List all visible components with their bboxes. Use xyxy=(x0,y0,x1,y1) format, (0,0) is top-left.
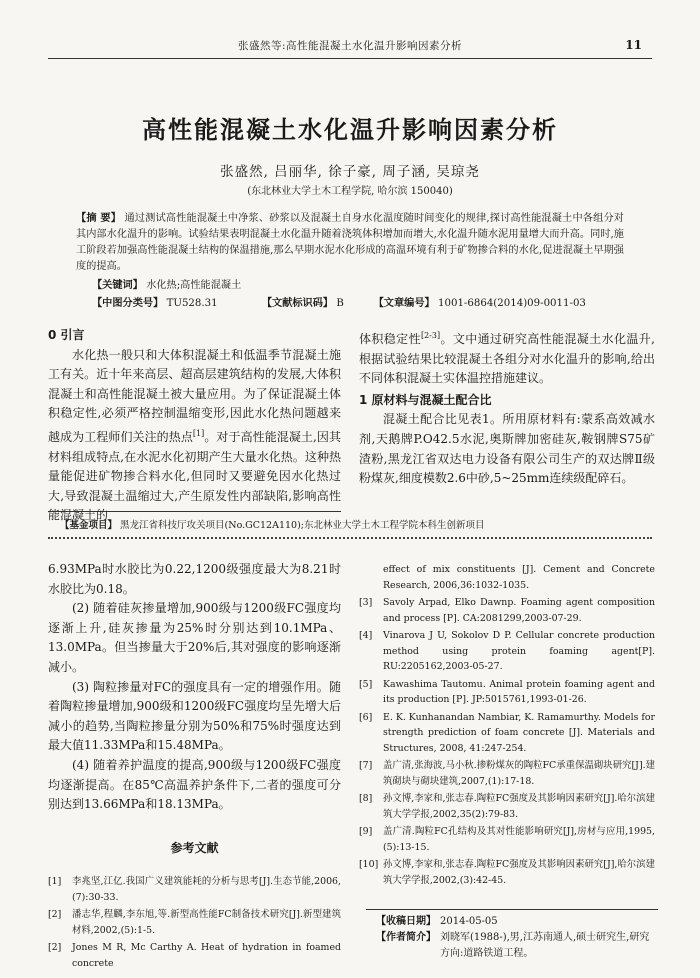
keywords xyxy=(92,276,241,291)
reference-item: [2] Jones M R, Mc Carthy A. Heat of hydration in foamed concrete xyxy=(48,942,341,969)
conclusion-2: (2) 随着硅灰掺量增加,900级与1200级FC强度均逐渐上升,硅灰掺量为25%时分别达到10.1MPa、13.0MPa。但当掺量大于20%后,其对强度的影响逐渐减小。 xyxy=(48,601,341,674)
running-title: 张盛然等:高性能混凝土水化温升影响因素分析 xyxy=(237,40,463,52)
abstract-label: 【摘 要】 xyxy=(76,212,122,224)
reference-item: [7] 盖广清,张海波,马小秋.掺粉煤灰的陶粒FC承重保温砌块研究[J].建筑砌块与砌块建筑,2007,(1):17-18. xyxy=(359,760,655,787)
authors: 张盛然, 吕丽华, 徐子豪, 周子涵, 吴琼尧 xyxy=(220,164,480,180)
classification-row xyxy=(92,294,652,309)
reference-continued: effect of mix constituents [J]. Cement and Concrete Research, 2006,36:1032-1035. xyxy=(383,564,655,591)
class-value: TU528.31 xyxy=(166,298,218,309)
author-bio-label: 【作者简介】 xyxy=(376,932,436,943)
author-bio: 刘晓军(1988-),男,江苏南通人,硕士研究生,研究方向:道路铁道工程。 xyxy=(440,932,650,959)
reference-item: [2] 潘志华,程麟,李东旭,等.新型高性能FC制备技术研究[J].新型建筑材料,2002,(5):1-5. xyxy=(48,909,341,936)
fund-note xyxy=(60,517,652,531)
received-label: 【收稿日期】 xyxy=(376,916,436,927)
abstract-text: 通过测试高性能混凝土中净浆、砂浆以及混凝土自身水化温度随时间变化的规律,探讨高性能混凝土中各组分对其内部水化温升的影响。试验结果表明混凝土水化温升随着浇筑体积增加而增大,水化温升随水泥用量增大而升高。同时,施工阶段若加强高性能混凝土结构的保温措施,那么早期水泥水化形成的高温环境有利于矿物掺合料的水化,促进混凝土早期强度的提高。 xyxy=(76,213,624,272)
meta-rule xyxy=(366,909,658,910)
reference-item: [1] 李兆坚,江亿.我国广义建筑能耗的分析与思考[J].生态节能,2006,(7):30-33. xyxy=(48,876,341,903)
citation-1: [1] xyxy=(192,428,205,438)
dotted-separator xyxy=(48,537,652,539)
section1-text: 混凝土配合比见表1。所用原材料有:蒙系高效减水剂,天鹅牌P.O42.5水泥,奥斯牌加密硅灰,鞍钢牌S75矿渣粉,黑龙江省双达电力设备有限公司生产的双达牌Ⅱ级粉煤灰,细度模数2.6中砂,5~25mm连续级配碎石。 xyxy=(359,412,655,486)
references-title: 参考文献 xyxy=(170,840,219,855)
intro-cont-tail: 。文中通过研究高性能混凝土水化温升,根据试验结果比较混凝土各组分对水化温升的影响,给出不同体积混凝土实体温控措施建议。 xyxy=(359,332,655,386)
intro-continued xyxy=(359,326,655,389)
conclusion-3: (3) 陶粒掺量对FC的强度具有一定的增强作用。随着陶粒掺量增加,900级和1200级FC强度均呈先增大后减小的趋势,当陶粒掺量分别为50%和75%时强度达到最大值11.33MPa和15.48MPa。 xyxy=(48,679,341,753)
upper-right-column xyxy=(359,326,655,489)
intro-column xyxy=(48,326,341,526)
citation-2-3: [2-3] xyxy=(420,331,441,340)
article-label: 【文章编号】 xyxy=(373,297,435,309)
code-label: 【文献标识码】 xyxy=(261,297,334,309)
code-value: B xyxy=(336,298,344,309)
keywords-label: 【关键词】 xyxy=(92,279,143,291)
article-value: 1001-6864(2014)09-0011-03 xyxy=(438,298,586,309)
keywords-value: 水化热;高性能混凝土 xyxy=(146,280,242,291)
reference-item: [5] Kawashima Tautomu. Animal protein foaming agent and its production [P]. JP:5015761,1993-01-26. xyxy=(359,678,655,705)
received-date: 2014-05-05 xyxy=(440,916,498,927)
reference-item: [3] Savoly Arpad, Elko Dawnp. Foaming agent composition and process [P]. CA:2081299,2003-07-29. xyxy=(359,597,655,624)
fund-label: 【基金项目】 xyxy=(60,520,118,531)
article-meta xyxy=(376,914,656,962)
intro-cont-text: 体积稳定性 xyxy=(359,332,421,346)
lower-left-column xyxy=(48,560,341,973)
reference-item: [4] Vinarova J U, Sokolov D P. Cellular concrete production method using protein foaming agent[P]. RU:2205162,2003-05-27. xyxy=(359,630,655,672)
intro-text-tail: 。对于高性能混凝土,因其材料组成特点,在水泥水化初期产生大量水化热。这种热量能促进矿物掺合料水化,但同时又要避免因水化热过大,导致混凝土温缩过大,产生原发性内部缺陷,影响高性能混凝土的 xyxy=(48,429,341,523)
author-bio-row xyxy=(376,930,656,962)
fund-text: 黑龙江省科技厅攻关项目(No.GC12A110);东北林业大学土木工程学院本科生创新项目 xyxy=(120,520,485,531)
class-label: 【中图分类号】 xyxy=(92,297,164,309)
header-rule xyxy=(48,58,652,59)
section1-heading: 1 原材料与混凝土配合比 xyxy=(359,392,492,407)
fund-rule xyxy=(48,511,341,512)
received-row xyxy=(376,914,656,930)
reference-item: [9] 盖广清.陶粒FC孔结构及其对性能影响研究[J],房材与应用,1995,(5):13-15. xyxy=(359,826,655,853)
abstract xyxy=(76,210,624,275)
intro-text: 水化热一般只和大体积混凝土和低温季节混凝土施工有关。近十年来高层、超高层建筑结构的发展,大体积混凝土和高性能混凝土被大量应用。为了保证混凝土体积稳定性,必须严格控制温缩变形,因此水化热问题越来越成为工程师们关注的热点 xyxy=(48,347,341,444)
intro-heading: 0 引言 xyxy=(48,328,85,342)
lower-right-column xyxy=(359,562,655,890)
affiliation: (东北林业大学土木工程学院, 哈尔滨 150040) xyxy=(247,186,453,197)
conclusion-1-tail: 6.93MPa时水胶比为0.22,1200级强度最大为8.21时水胶比为0.18。 xyxy=(48,562,341,596)
page-number: 11 xyxy=(625,38,642,52)
reference-item: [6] E. K. Kunhanandan Nambiar, K. Ramamurthy. Models for strength prediction of foam concrete [J]. Materials and Structures, 2008, 41:247-254. xyxy=(359,711,655,754)
intro-paragraph xyxy=(48,346,341,526)
paper-title: 高性能混凝土水化温升影响因素分析 xyxy=(142,116,558,144)
reference-item: [10] 孙文博,李家和,张志春.陶粒FC强度及其影响因素研究[J],哈尔滨建筑大学学报,2002,(3):42-45. xyxy=(359,859,655,886)
conclusion-4: (4) 随着养护温度的提高,900级与1200级FC强度均逐渐提高。在85℃高温养护条件下,二者的强度可分别达到13.66MPa和18.13MPa。 xyxy=(48,757,341,812)
reference-item: [8] 孙文博,李家和,张志春.陶粒FC强度及其影响因素研究[J].哈尔滨建筑大学学报,2002,35(2):79-83. xyxy=(359,793,655,820)
